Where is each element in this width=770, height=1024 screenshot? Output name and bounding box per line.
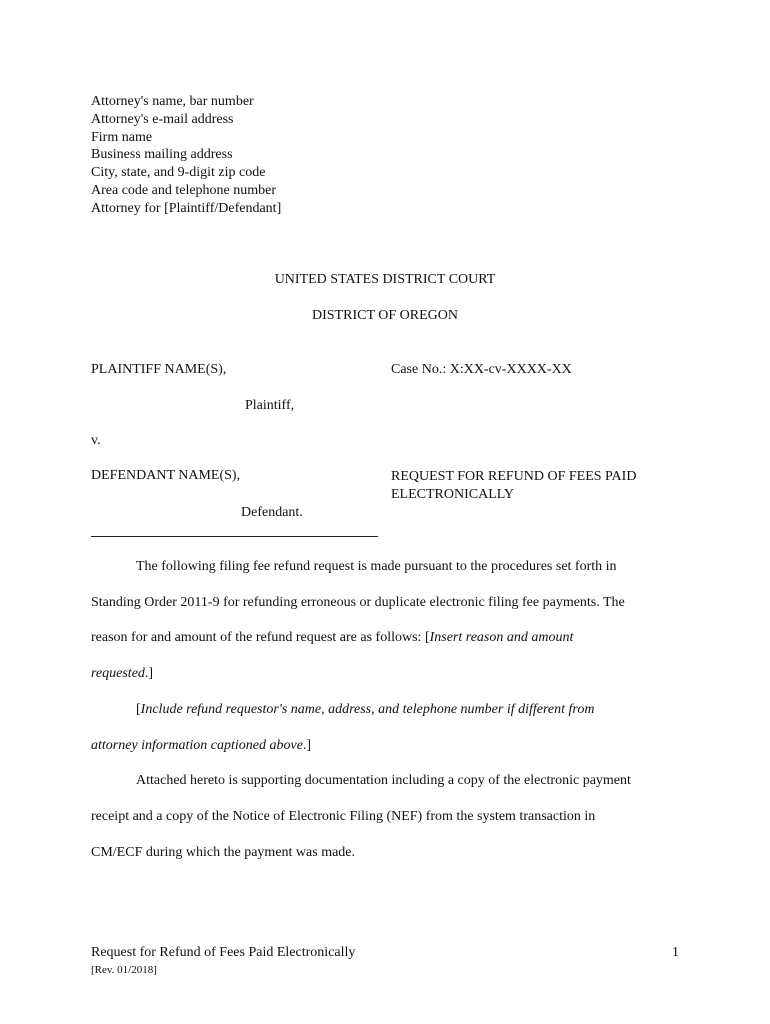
body-paragraph-3-line-1: Attached hereto is supporting documentation including a copy of the electronic payment [136, 773, 631, 788]
plaintiff-name: PLAINTIFF NAME(S), [91, 362, 227, 377]
firm-name-line: Firm name [91, 129, 153, 145]
body-text: reason for and amount of the refund request are as follows: [ [91, 630, 430, 645]
attorney-email-line: Attorney's e-mail address [91, 111, 234, 127]
court-district: DISTRICT OF OREGON [312, 308, 458, 323]
body-text: .] [302, 738, 312, 753]
body-paragraph-1-line-1: The following filing fee refund request is made pursuant to the procedures set forth in [136, 559, 617, 574]
case-number: Case No.: X:XX-cv-XXXX-XX [391, 362, 572, 377]
versus-label: v. [91, 433, 101, 448]
plaintiff-label: Plaintiff, [245, 398, 295, 413]
mailing-address-line: Business mailing address [91, 147, 233, 163]
body-paragraph-1-line-3 [91, 630, 573, 646]
placeholder-instruction: Include refund requestor's name, address, and telephone number if different from [140, 702, 595, 717]
body-text: .] [144, 666, 154, 681]
attorney-name-line: Attorney's name, bar number [91, 94, 254, 109]
telephone-line: Area code and telephone number [91, 182, 277, 198]
attorney-info-block [91, 93, 281, 218]
body-paragraph-3-line-2: receipt and a copy of the Notice of Electronic Filing (NEF) from the system transaction in [91, 809, 596, 824]
body-paragraph-2-line-1 [136, 702, 594, 718]
placeholder-instruction: requested [91, 666, 145, 681]
body-paragraph-1-line-4 [91, 666, 153, 682]
attorney-for-line: Attorney for [Plaintiff/Defendant] [91, 200, 282, 216]
page-number: 1 [672, 945, 679, 960]
body-paragraph-3-line-3: CM/ECF during which the payment was made. [91, 845, 356, 860]
defendant-label: Defendant. [241, 505, 303, 520]
caption-divider [91, 536, 378, 537]
footer-title: Request for Refund of Fees Paid Electronically [91, 945, 356, 960]
body-paragraph-1-line-2: Standing Order 2011-9 for refunding erroneous or duplicate electronic filing fee payments. The [91, 595, 625, 610]
defendant-name: DEFENDANT NAME(S), [91, 468, 241, 483]
request-title: REQUEST FOR REFUND OF FEES PAID ELECTRONICALLY [391, 469, 637, 502]
footer-revision: [Rev. 01/2018] [91, 964, 157, 976]
city-state-zip-line: City, state, and 9-digit zip code [91, 165, 266, 181]
court-name: UNITED STATES DISTRICT COURT [274, 272, 496, 287]
body-paragraph-2-line-2 [91, 738, 311, 754]
placeholder-instruction: Insert reason and amount [429, 630, 574, 645]
body-text: [ [136, 702, 141, 717]
placeholder-instruction: attorney information captioned above [91, 738, 303, 753]
